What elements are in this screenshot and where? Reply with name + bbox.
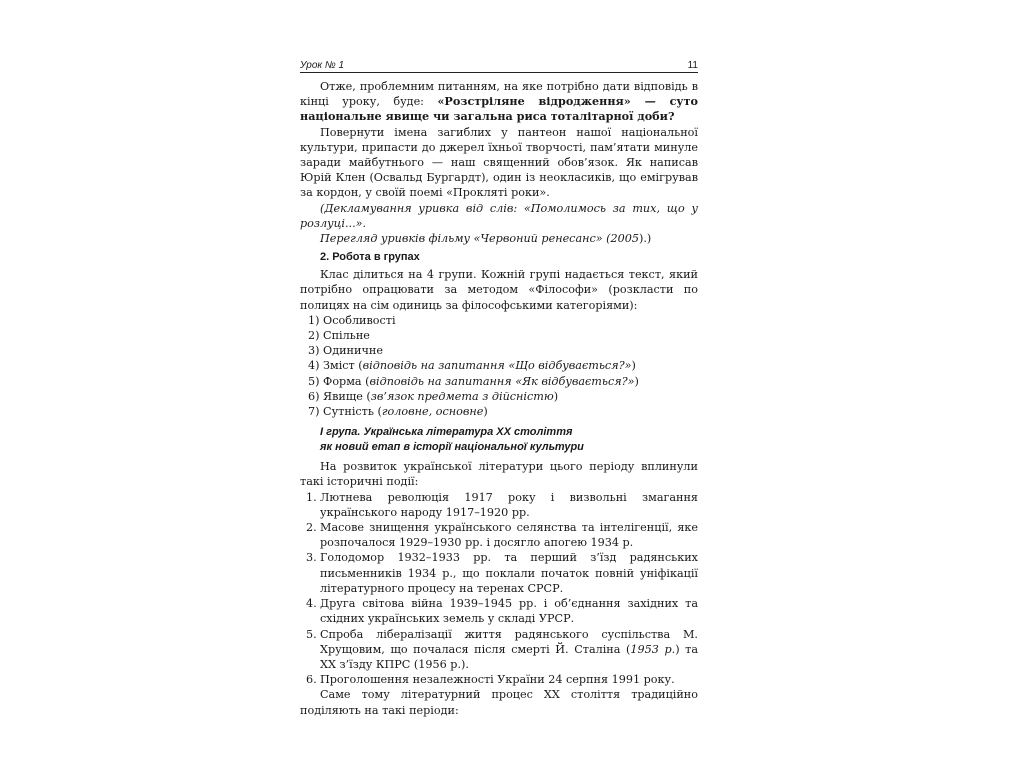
paragraph-events-intro: На розвиток української літератури цього періоду вплинули такі історичні події: [300,460,698,489]
list-item: 5. Спроба лібералізації життя радянського суспільства М. Хрущовим, що почалася після смерті Й. Сталіна (1953 р.) та ХХ з’їзду КПРС (1956 р.). [306,627,699,671]
paragraph-groups: Клас ділиться на 4 групи. Кожній групі надається текст, який потрібно опрацювати за методом «Філософи» (розкласти по полицях на сім одиниць за філософськими категоріями): [300,268,698,312]
paragraph-names: Повернути імена загиблих у пантеон нашої національної культури, припасти до джерел їхньої творчості, пам’ятати минуле заради майбутнього — наш священний обов’язок. Як написав Юрій Клен (Освальд Бургардт), один із неокласиків, що емігрував за кордон, у своїй поемі «Прокляті роки». [300,125,698,200]
lesson-label: Урок № 1 [300,60,345,71]
categories-list [308,313,698,419]
list-item: 7) Сутність (головне, основне) [308,405,488,419]
running-header [300,56,698,73]
list-item: 1. Лютнева революція 1917 року і визвольні змагання українського народу 1917–1920 рр. [306,490,698,519]
paragraph-periods: Саме тому літературний процес ХХ століття традиційно поділяють на такі періоди: [300,688,698,717]
film-note: Перегляд уривків фільму «Червоний ренесанс» (2005).) [320,232,652,246]
group-title: І група. Українська література ХХ століття як новий етап в історії національної культури [320,426,584,454]
list-item: 5) Форма (відповідь на запитання «Як відбувається?») [308,374,639,388]
list-item: 6. Проголошення незалежності України 24 серпня 1991 року. [306,673,675,687]
problem-question: «Розстріляне відродження» — суто національне явище чи загальна риса тоталітарної доби? [300,94,698,124]
recitation-note: (Декламування уривка від слів: «Помолимось за тих, що у розлуці...». [300,201,698,230]
list-item: 4. Друга світова війна 1939–1945 рр. і об’єднання західних та східних українських земель у складі УРСР. [306,597,698,626]
list-item: 2. Масове знищення українського селянства та інтелігенції, яке розпочалося 1929–1930 рр. і досягло апогею 1934 р. [306,521,698,550]
document-page [300,56,698,718]
list-item: 1) Особливості [308,313,396,327]
paragraph-problem-question: Отже, проблемним питанням, на яке потрібно дати відповідь в кінці уроку, буде: «Розстріляне відродження» — суто національне явище чи загальна риса тоталітарної доби? [300,80,698,124]
list-item: 3. Голодомор 1932–1933 рр. та перший з’їзд радянських письменників 1934 р., що поклали початок повній уніфікації літературного процесу на теренах СРСР. [306,551,698,595]
events-list [300,490,698,688]
list-item: 3) Одиничне [308,344,383,358]
list-item: 2) Спільне [308,329,370,343]
section-title: 2. Робота в групах [320,251,420,264]
list-item: 6) Явище (зв’язок предмета з дійсністю) [308,389,559,403]
page-number: 11 [687,60,698,71]
film-year: 2005 [610,232,640,246]
list-item: 4) Зміст (відповідь на запитання «Що відбувається?») [308,359,636,373]
